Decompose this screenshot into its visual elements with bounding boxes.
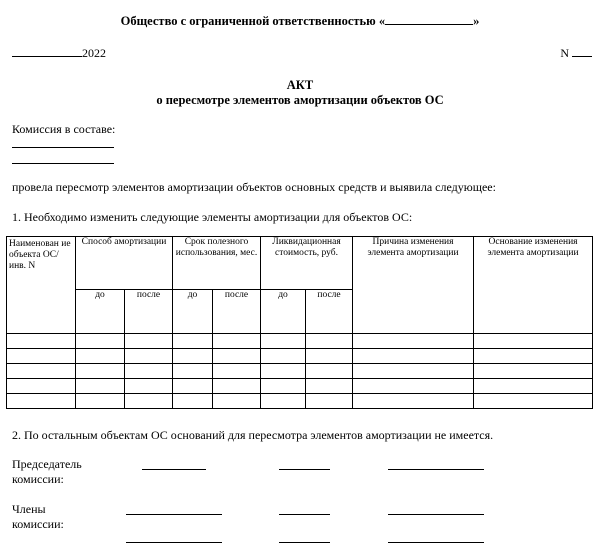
member-2-signature-blank[interactable] [279, 542, 330, 543]
intro-text: провела пересмотр элементов амортизации объектов основных средств и выявила следующее: [12, 180, 496, 194]
act-subtitle: о пересмотре элементов амортизации объектов ОС [156, 93, 444, 107]
header-object-name: Наименован ие объекта ОС/ инв. N [7, 237, 76, 334]
item-2-text: 2. По остальным объектам ОС оснований для пересмотра элементов амортизации не имеется. [12, 428, 494, 442]
commission-member-blank-2[interactable] [12, 163, 114, 164]
commission-label: Комиссия в составе: [12, 122, 116, 136]
table-row[interactable] [7, 334, 593, 349]
member-2-position-blank[interactable] [126, 542, 222, 543]
member-1-position-blank[interactable] [126, 514, 222, 515]
salvage-after: после [306, 290, 353, 334]
member-1-signature-blank[interactable] [279, 514, 330, 515]
date-blank[interactable] [12, 56, 82, 57]
header-method: Способ амортизации [76, 237, 173, 290]
act-title: АКТ [286, 78, 314, 92]
member-1-name-blank[interactable] [388, 514, 484, 515]
member-2-name-blank[interactable] [388, 542, 484, 543]
organization-name-blank[interactable] [385, 24, 473, 25]
members-label-2: комиссии: [12, 517, 64, 531]
method-before: до [76, 290, 125, 334]
number-label: N [560, 46, 569, 60]
document-number [560, 46, 592, 61]
method-after: после [125, 290, 173, 334]
table-row[interactable] [7, 364, 593, 379]
chairman-name-blank[interactable] [388, 469, 484, 470]
commission-member-blank-1[interactable] [12, 147, 114, 148]
organization-prefix: Общество с ограниченной ответственностью « [120, 14, 386, 28]
date-year: 2022 [82, 46, 106, 60]
header-basis: Основание изменения элемента амортизации [474, 237, 593, 334]
organization-line [0, 14, 600, 29]
members-label-1: Члены [12, 502, 46, 516]
item-1-text: 1. Необходимо изменить следующие элементы амортизации для объектов ОС: [12, 210, 413, 224]
life-before: до [173, 290, 213, 334]
chairman-signature-blank[interactable] [279, 469, 330, 470]
chairman-label-2: комиссии: [12, 472, 64, 486]
salvage-before: до [261, 290, 306, 334]
header-reason: Причина изменения элемента амортизации [353, 237, 474, 334]
header-useful-life: Срок полезного использования, мес. [173, 237, 261, 290]
table-row[interactable] [7, 394, 593, 409]
document-date [12, 46, 106, 61]
table-row[interactable] [7, 349, 593, 364]
table-row[interactable] [7, 379, 593, 394]
header-salvage-value: Ликвидационная стоимость, руб. [261, 237, 353, 290]
organization-suffix: » [473, 14, 480, 28]
chairman-position-blank[interactable] [142, 469, 206, 470]
depreciation-table [6, 236, 593, 409]
number-blank[interactable] [572, 56, 592, 57]
life-after: после [213, 290, 261, 334]
chairman-label-1: Председатель [12, 457, 82, 471]
